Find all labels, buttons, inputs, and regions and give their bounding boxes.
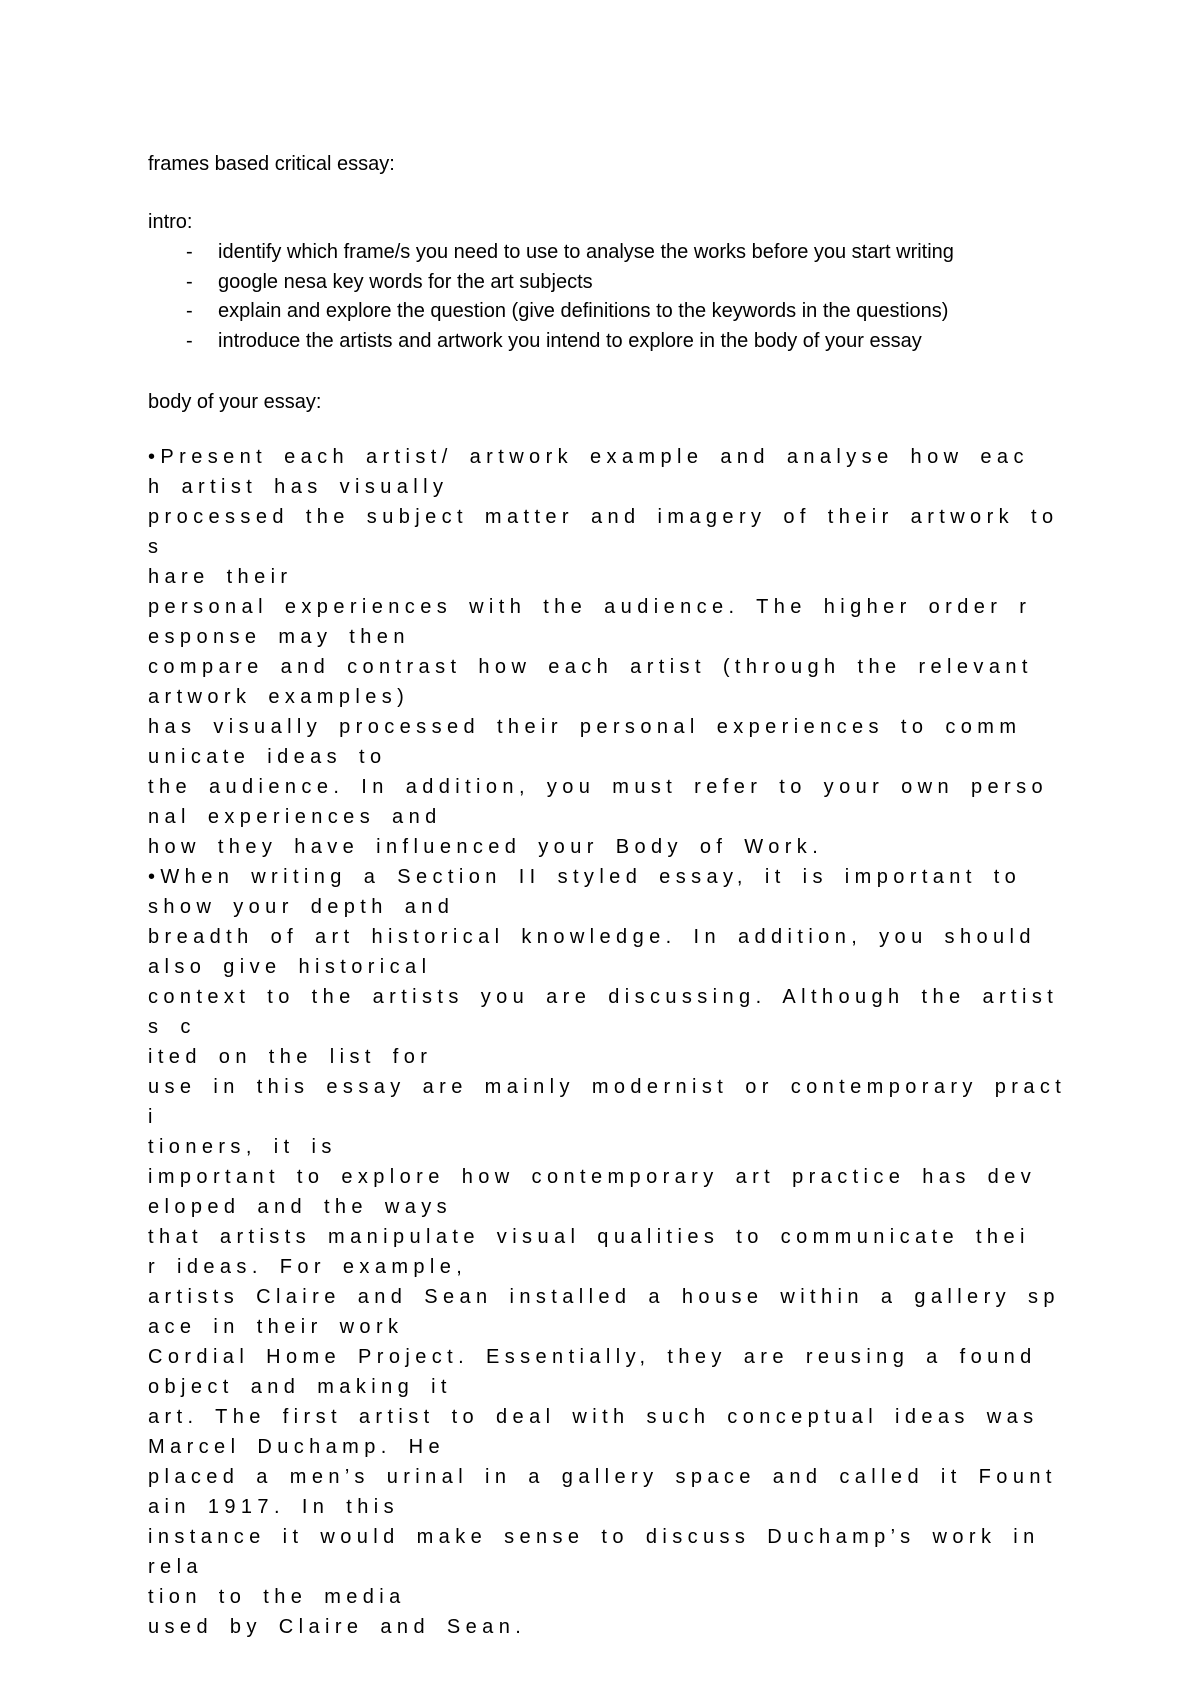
document-heading: frames based critical essay:: [148, 153, 395, 175]
body-paragraph-2: •When writing a Section II styled essay, it is important to show your depth and breadth of art historical knowledge. In addition, you should also give historical context to the artists you are discussing. Although the artists c ited on the list for use in this essay are mainly modernist or contemporary practi tioners, it is important to explore how contemporary art practice has dev eloped and the ways that artists manipulate visual qualities to communicate thei r ideas. For example, artists Claire and Sean installed a house within a gallery sp ace in their work Cordial Home Project. Essentially, they are reusing a found object and making it art. The first artist to deal with such conceptual ideas was Marcel Duchamp. He placed a men’s urinal in a gallery space and called it Fount ain 1917. In this instance it would make sense to discuss Duchamp’s work in rela tion to the media used by Claire and Sean.: [148, 866, 1067, 1638]
list-item-text: introduce the artists and artwork you intend to explore in the body of your essay: [218, 329, 922, 352]
list-item: [148, 327, 954, 357]
dash-bullet: -: [186, 270, 193, 293]
intro-list: [148, 238, 954, 356]
list-item-text: google nesa key words for the art subjects: [218, 270, 593, 293]
body-paragraph-1: •Present each artist/ artwork example and analyse how eac h artist has visually processed the subject matter and imagery of their artwork to s hare their personal experiences with the audience. The higher order r esponse may then compare and contrast how each artist (through the relevant artwork examples) has visually processed their personal experiences to comm unicate ideas to the audience. In addition, you must refer to your own perso nal experiences and how they have influenced your Body of Work.: [148, 446, 1059, 858]
dash-bullet: -: [186, 241, 193, 263]
dash-bullet: -: [186, 329, 193, 352]
list-item: [148, 297, 954, 327]
intro-label: intro:: [148, 211, 193, 233]
list-item-text: identify which frame/s you need to use to analyse the works before you start writing: [218, 241, 954, 263]
list-item: [148, 238, 954, 268]
body-label: body of your essay:: [148, 391, 322, 413]
list-item-text: explain and explore the question (give definitions to the keywords in the questions): [218, 300, 949, 322]
list-item: [148, 268, 954, 298]
dash-bullet: -: [186, 300, 193, 322]
